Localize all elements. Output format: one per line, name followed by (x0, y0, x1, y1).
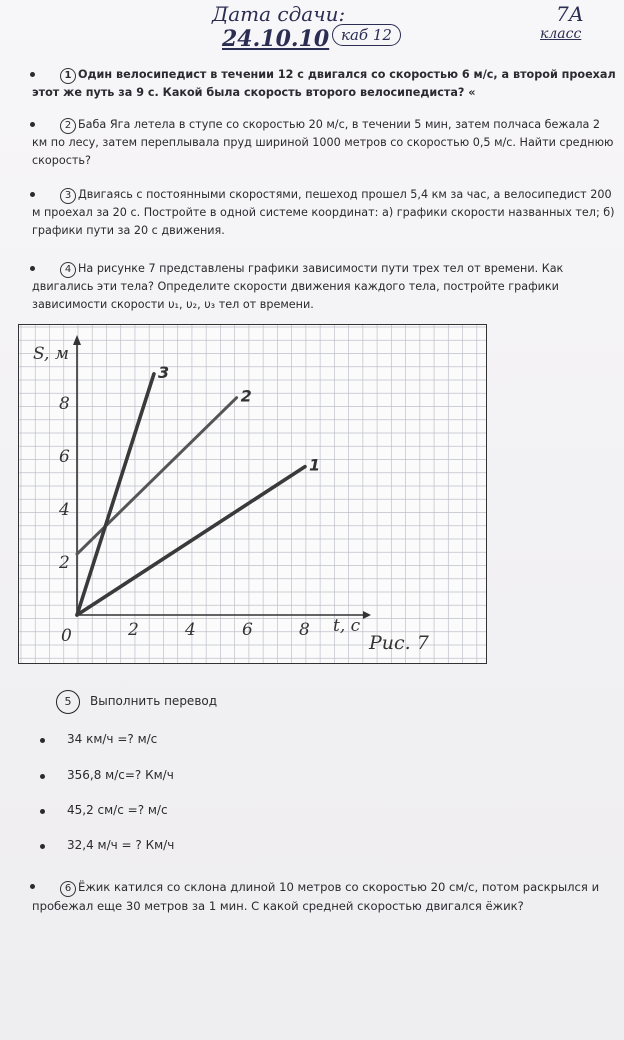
bullet-dot (40, 774, 45, 779)
series-line-2 (77, 398, 237, 554)
y-tick-label: 8 (59, 394, 70, 414)
x-tick-label: 8 (299, 620, 310, 640)
origin-label: 0 (61, 626, 72, 646)
task-text: Двигаясь с постоянными скоростями, пешеход прошел 5,4 км за час, а велосипедист 200 м проехал за 20 с. Постройте в одной системе координат: а) графики скорости названных тел; б) графики пути за 20 с движения. (32, 188, 615, 237)
y-tick-label: 6 (59, 447, 70, 467)
x-axis-arrow (363, 611, 371, 619)
bullet-dot (40, 738, 45, 743)
task-6 (32, 878, 616, 915)
bullet-dot (30, 122, 35, 127)
series-label-3: 3 (157, 362, 170, 382)
task-number: 4 (60, 262, 76, 278)
task-number: 1 (60, 68, 76, 84)
bullet-dot (30, 884, 35, 889)
conversion-item (40, 803, 168, 817)
class-label: 7А (556, 2, 584, 26)
chart-grid (19, 325, 486, 663)
conversion-item (40, 732, 157, 746)
task-text: Один велосипедист в течении 12 с двигался со скоростью 6 м/с, а второй проехал этот же путь за 9 с. Какой была скорость второго велосипедиста? « (32, 68, 616, 99)
task-text: Ёжик катился со склона длиной 10 метров со скоростью 20 см/с, потом раскрылся и пробежал еще 30 метров за 1 мин. С какой средней скоростью двигался ёжик? (32, 880, 600, 913)
task-number: 6 (60, 881, 76, 897)
task-4 (32, 260, 616, 314)
bullet-dot (30, 266, 35, 271)
room-label: каб 12 (332, 24, 401, 46)
series-label-2: 2 (240, 386, 252, 406)
chart-axes (73, 335, 371, 619)
conversion-item (40, 838, 174, 852)
conversion-item (40, 768, 174, 782)
task-number: 2 (60, 118, 76, 134)
x-tick-label: 6 (242, 620, 253, 640)
chart-series (77, 363, 320, 615)
conversion-text: 32,4 м/ч = ? Км/ч (67, 838, 175, 852)
y-tick-label: 4 (59, 500, 70, 520)
task-2 (32, 116, 616, 170)
bullet-dot (30, 72, 35, 77)
task-text: На рисунке 7 представлены графики зависимости пути трех тел от времени. Как двигались эти тела? Определите скорости движения каждого тела, постройте графики зависимости скорости υ₁, υ₂, υ₃ тел от времени. (32, 262, 564, 311)
figure-7-graph (18, 324, 487, 664)
x-tick-label: 4 (185, 620, 196, 640)
y-tick-label: 2 (59, 553, 70, 573)
task-5-heading (56, 690, 217, 714)
task-3 (32, 186, 616, 240)
y-axis-label: S, м (33, 344, 69, 364)
task-5-title: Выполнить перевод (90, 694, 218, 708)
task-number: 5 (56, 690, 80, 714)
bullet-dot (40, 844, 45, 849)
conversion-text: 45,2 см/с =? м/с (67, 803, 168, 817)
bullet-dot (40, 809, 45, 814)
task-number: 3 (60, 188, 76, 204)
bullet-dot (30, 192, 35, 197)
date-label: Дата сдачи: (212, 2, 346, 26)
conversion-text: 34 км/ч =? м/с (67, 732, 158, 746)
conversion-text: 356,8 м/с=? Км/ч (67, 768, 174, 782)
x-axis-label: t, c (333, 616, 361, 636)
task-text: Баба Яга летела в ступе со скоростью 20 м/с, в течении 5 мин, затем полчаса бежала 2 км по лесу, затем переплывала пруд шириной 1000 метров со скоростью 0,5 м/с. Найти среднюю скорость? (32, 118, 614, 167)
distance-time-chart (19, 325, 486, 663)
due-date: 24.10.10 (222, 26, 330, 52)
series-label-1: 1 (309, 455, 321, 475)
task-1 (32, 66, 616, 102)
class-sub-label: класс (540, 26, 582, 42)
figure-caption: Рис. 7 (369, 632, 429, 654)
series-line-1 (77, 467, 305, 615)
x-tick-label: 2 (128, 620, 139, 640)
